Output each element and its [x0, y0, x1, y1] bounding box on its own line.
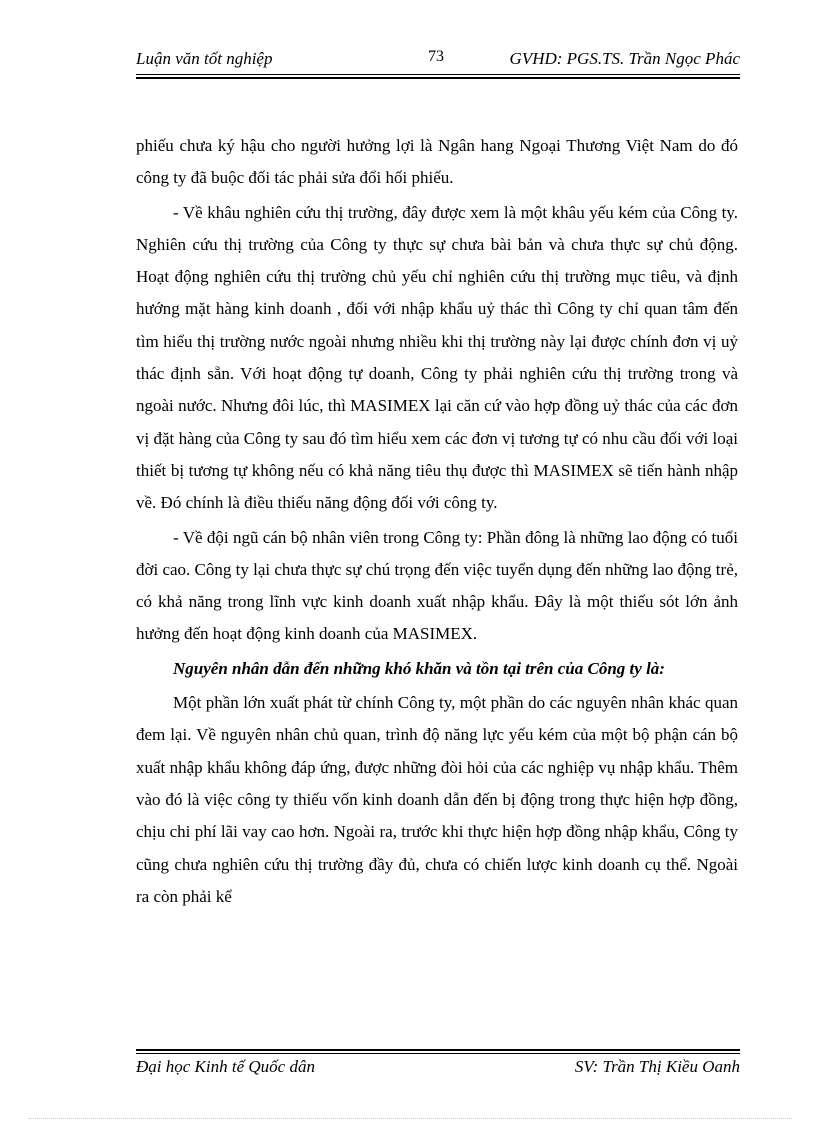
header-advisor: GVHD: PGS.TS. Trần Ngọc Phác	[509, 49, 740, 68]
page-footer	[136, 1054, 740, 1080]
page-header	[136, 46, 740, 72]
header-thesis-label: Luận văn tốt nghiệp	[136, 49, 273, 68]
footer-student: SV: Trần Thị Kiều Oanh	[574, 1057, 740, 1076]
paragraph-staff: - Về đội ngũ cán bộ nhân viên trong Công ty: Phần đông là những lao động có tuổi đời cao. Công ty lại chưa thực sự chú trọng đến việc tuyển dụng đến những lao động trẻ, có khả năng trong lĩnh vực kinh doanh xuất nhập khẩu. Đây là một thiếu sót lớn ảnh hưởng đến hoạt động kinh doanh của MASIMEX.	[136, 527, 738, 644]
header-rule-thick	[136, 77, 740, 79]
footer-university: Đại học Kinh tế Quốc dân	[136, 1057, 315, 1076]
paragraph-causes: Một phần lớn xuất phát từ chính Công ty, một phần do các nguyên nhân khác quan đem lại. Về nguyên nhân chủ quan, trình độ năng lực yếu kém của một bộ phận cán bộ xuất nhập khẩu không đáp ứng, được những đòi hỏi của các nghiệp vụ nhập khẩu. Thêm vào đó là việc công ty thiếu vốn kinh doanh dẫn đến bị động trong thực hiện hợp đồng, chịu chi phí lãi vay cao hơn. Ngoài ra, trước khi thực hiện hợp đồng nhập khẩu, Công ty cũng chưa nghiên cứu thị trường đầy đủ, chưa có chiến lược kinh doanh cụ thể. Ngoài ra còn phải kể	[136, 693, 738, 906]
page-bottom-border	[28, 1118, 792, 1119]
paragraph-market-research: - Về khâu nghiên cứu thị trường, đây được xem là một khâu yếu kém của Công ty. Nghiên cứu thị trường của Công ty thực sự chưa bài bản và chưa thực sự chủ động. Hoạt động nghiên cứu thị trường chủ yếu chỉ nghiên cứu thị trường mục tiêu, và định hướng mặt hàng kinh doanh , đối với nhập khẩu uỷ thác thì Công ty chỉ quan tâm đến tìm hiểu thị trường nước ngoài nhưng nhiều khi thị trường này lại được chính đơn vị uỷ thác định sẵn. Với hoạt động tự doanh, Công ty phải nghiên cứu thị trường trong và ngoài nước. Nhưng đôi lúc, thì MASIMEX lại căn cứ vào hợp đồng uỷ thác của các đơn vị đặt hàng của Công ty sau đó tìm hiểu xem các đơn vị tương tự có nhu cầu đối với loại thiết bị tương tự không nếu có khả năng tiêu thụ được thì MASIMEX sẽ tiến hành nhập về. Đó chính là điều thiếu năng động đối với công ty.	[136, 202, 738, 513]
footer-rule-thick	[136, 1049, 740, 1051]
paragraph-continuation: phiếu chưa ký hậu cho người hưởng lợi là Ngân hang Ngoại Thương Việt Nam do đó công ty đã buộc đối tác phải sửa đổi hối phiếu.	[136, 136, 738, 188]
page-number: 73	[428, 48, 444, 65]
page-body	[136, 130, 738, 915]
header-rule	[136, 74, 740, 75]
section-heading: Nguyên nhân dẫn đến những khó khăn và tồn tại trên của Công ty là:	[173, 658, 665, 678]
